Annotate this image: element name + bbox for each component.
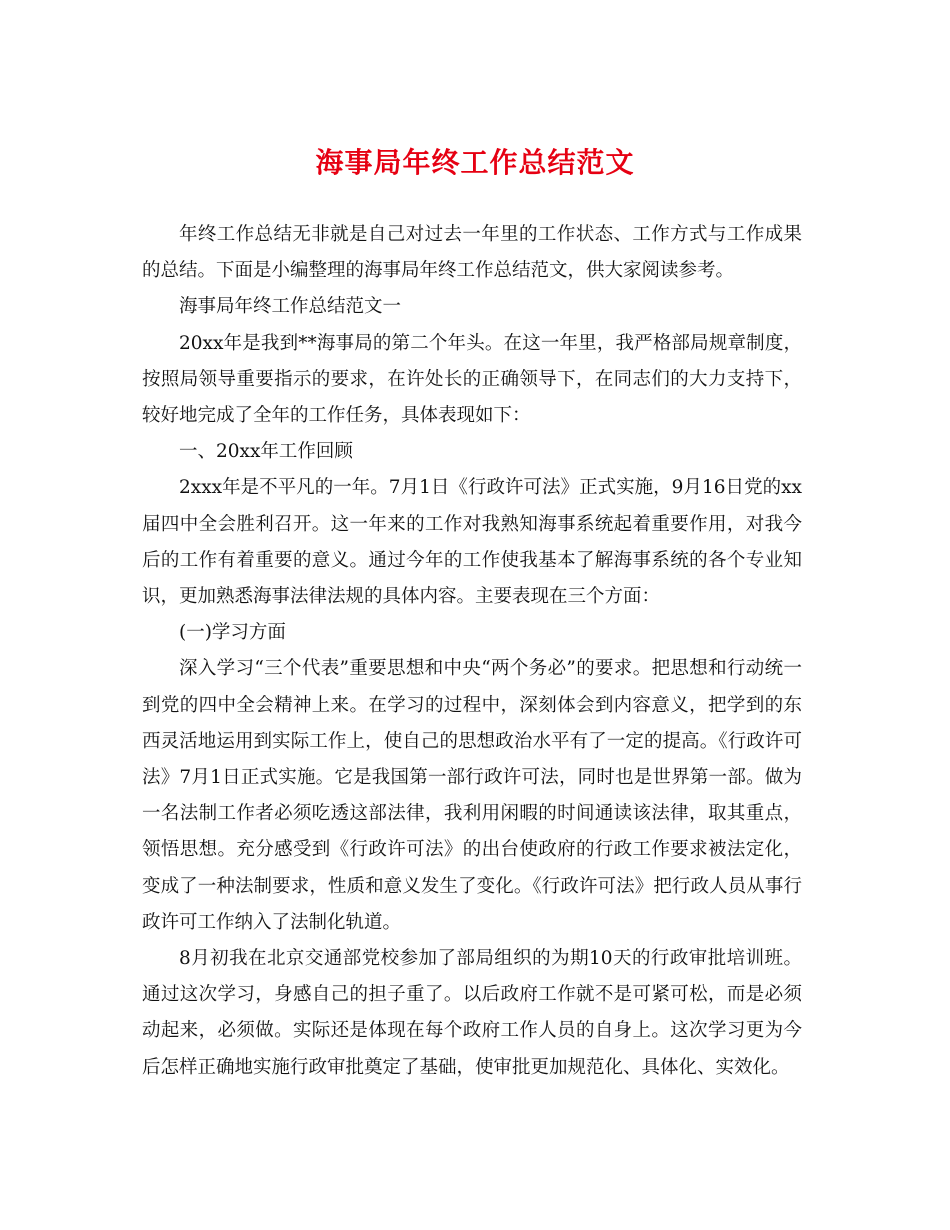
document-body	[142, 217, 802, 1086]
paragraph-study: 深入学习“三个代表”重要思想和中央“两个务必”的要求。把思想和行动统一到党的四中全会精神上来。在学习的过程中，深刻体会到内容意义，把学到的东西灵活地运用到实际工作上，使自己的思想政治水平有了一定的提高。《行政许可法》7月1日正式实施。它是我国第一部行政许可法，同时也是世界第一部。做为一名法制工作者必须吃透这部法律，我利用闲暇的时间通读该法律，取其重点，领悟思想。充分感受到《行政许可法》的出台使政府的行政工作要求被法定化，变成了一种法制要求，性质和意义发生了变化。《行政许可法》把行政人员从事行政许可工作纳入了法制化轨道。	[142, 658, 802, 933]
paragraph-opening: 20xx年是我到**海事局的第二个年头。在这一年里，我严格部局规章制度，按照局领导重要指示的要求，在许处长的正确领导下，在同志们的大力支持下，较好地完成了全年的工作任务，具体表现如下：	[142, 332, 802, 427]
paragraph-intro: 年终工作总结无非就是自己对过去一年里的工作状态、工作方式与工作成果的总结。下面是小编整理的海事局年终工作总结范文，供大家阅读参考。	[142, 224, 802, 282]
paragraph-study-heading: (一)学习方面	[179, 622, 286, 644]
paragraph-section-heading: 海事局年终工作总结范文一	[179, 296, 402, 318]
paragraph-review-heading: 一、20xx年工作回顾	[179, 441, 353, 463]
document-title: 海事局年终工作总结范文	[315, 146, 635, 179]
paragraph-review: 2xxx年是不平凡的一年。7月1日《行政许可法》正式实施，9月16日党的xx届四中全会胜利召开。这一年来的工作对我熟知海事系统起着重要作用，对我今后的工作有着重要的意义。通过今年的工作使我基本了解海事系统的各个专业知识，更加熟悉海事法律法规的具体内容。主要表现在三个方面：	[142, 477, 802, 608]
paragraph-training: 8月初我在北京交通部党校参加了部局组织的为期10天的行政审批培训班。通过这次学习，身感自己的担子重了。以后政府工作就不是可紧可松，而是必须动起来，必须做。实际还是体现在每个政府工作人员的自身上。这次学习更为今后怎样正确地实施行政审批奠定了基础，使审批更加规范化、具体化、实效化。	[142, 948, 802, 1078]
